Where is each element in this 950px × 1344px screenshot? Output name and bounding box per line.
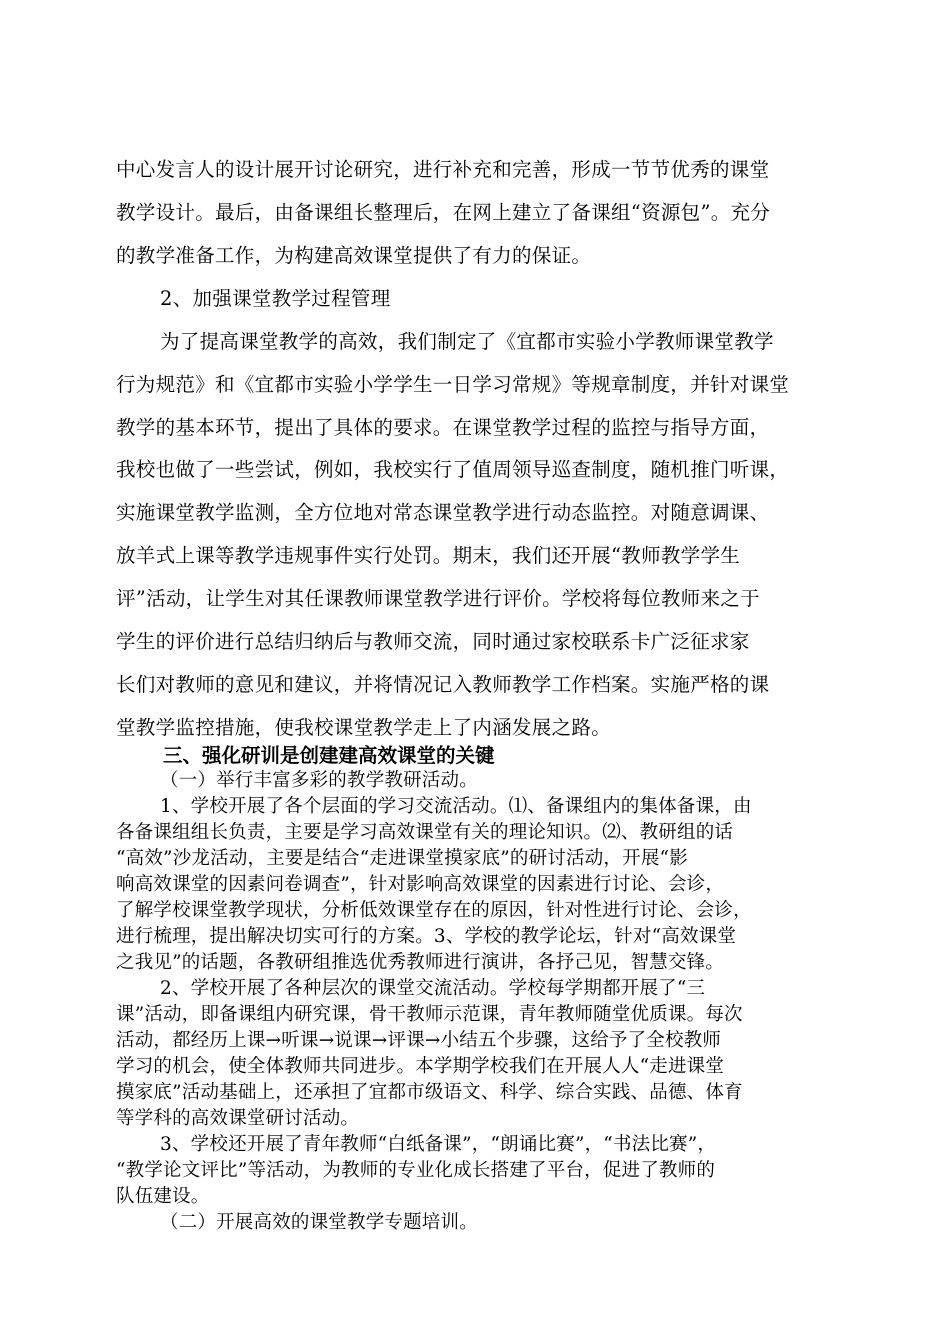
section-heading: 三、强化研训是创建建高效课堂的关键 bbox=[163, 744, 495, 767]
subsection-title: （二）开展高效的课堂教学专题培训。 bbox=[160, 1212, 478, 1233]
paragraph-line: 我校也做了一些尝试，例如，我校实行了值周领导巡查制度，随机推门听课， bbox=[116, 458, 790, 481]
subsection-title: 2、加强课堂教学过程管理 bbox=[160, 287, 391, 310]
paragraph-line: “教学论文评比”等活动，为教师的专业化成长搭建了平台，促进了教师的 bbox=[116, 1160, 716, 1181]
paragraph-line: “高效”沙龙活动，主要是结合“走进课堂摸家底”的研讨活动，开展“影 bbox=[116, 848, 688, 869]
paragraph-line: 教学设计。最后，由备课组长整理后，在网上建立了备课组“资源包”。充分 bbox=[116, 201, 771, 224]
paragraph-line: 进行梳理，提出解决切实可行的方案。3、学校的教学论坛，针对“高效课堂 bbox=[116, 926, 737, 947]
paragraph-line: 2、学校开展了各种层次的课堂交流活动。学校每学期都开展了“三 bbox=[160, 978, 706, 999]
paragraph-line: 堂教学监控措施，使我校课堂教学走上了内涵发展之路。 bbox=[116, 716, 612, 739]
paragraph-line: 了解学校课堂教学现状，分析低效课堂存在的原因，针对性进行讨论、会诊， bbox=[116, 900, 752, 921]
paragraph-line: 评”活动，让学生对其任课教师课堂教学进行评价。学校将每位教师来之于 bbox=[116, 587, 760, 610]
paragraph-line: 1、学校开展了各个层面的学习交流活动。⑴、备课组内的集体备课，由 bbox=[160, 796, 752, 817]
paragraph-line: 活动，都经历上课→听课→说课→评课→小结五个步骤，这给予了全校教师 bbox=[116, 1030, 722, 1051]
paragraph-line: 摸家底”活动基础上，还承担了宜都市级语文、科学、综合实践、品德、体育 bbox=[116, 1082, 743, 1103]
paragraph-line: 的教学准备工作，为构建高效课堂提供了有力的保证。 bbox=[116, 244, 592, 267]
paragraph-line: 放羊式上课等教学违规事件实行处罚。期末，我们还开展“教师教学学生 bbox=[116, 544, 741, 567]
paragraph-line: 实施课堂教学监测，全方位地对常态课堂教学进行动态监控。对随意调课、 bbox=[116, 501, 770, 524]
paragraph-line: 为了提高课堂教学的高效，我们制定了《宜都市实验小学教师课堂教学 bbox=[160, 330, 774, 353]
paragraph-line: 等学科的高效课堂研讨活动。 bbox=[116, 1108, 360, 1129]
paragraph-line: 队伍建设。 bbox=[116, 1186, 210, 1207]
paragraph-line: 各备课组组长负责，主要是学习高效课堂有关的理论知识。⑵、教研组的话 bbox=[116, 822, 734, 843]
paragraph-line: 长们对教师的意见和建议，并将情况记入教师教学工作档案。实施严格的课 bbox=[116, 673, 770, 696]
subsection-title: （一）举行丰富多彩的教学教研活动。 bbox=[160, 770, 478, 791]
paragraph-line: 行为规范》和《宜都市实验小学学生一日学习常规》等规章制度，并针对课堂 bbox=[116, 373, 790, 396]
paragraph-line: 响高效课堂的因素问卷调查”，针对影响高效课堂的因素进行讨论、会诊， bbox=[116, 874, 725, 895]
paragraph-line: 3、学校还开展了青年教师“白纸备课”，“朗诵比赛”，“书法比赛”， bbox=[160, 1134, 717, 1155]
paragraph-line: 中心发言人的设计展开讨论研究，进行补充和完善，形成一节节优秀的课堂 bbox=[116, 158, 770, 181]
paragraph-line: 教学的基本环节，提出了具体的要求。在课堂教学过程的监控与指导方面， bbox=[116, 416, 770, 439]
paragraph-line: 学习的机会，使全体教师共同进步。本学期学校我们在开展人人“走进课堂 bbox=[116, 1056, 725, 1077]
paragraph-line: 课”活动，即备课组内研究课，骨干教师示范课，青年教师随堂优质课。每次 bbox=[116, 1004, 743, 1025]
paragraph-line: 之我见”的话题，各教研组推选优秀教师进行演讲，各抒己见，智慧交锋。 bbox=[116, 952, 725, 973]
paragraph-line: 学生的评价进行总结归纳后与教师交流，同时通过家校联系卡广泛征求家 bbox=[116, 630, 750, 653]
